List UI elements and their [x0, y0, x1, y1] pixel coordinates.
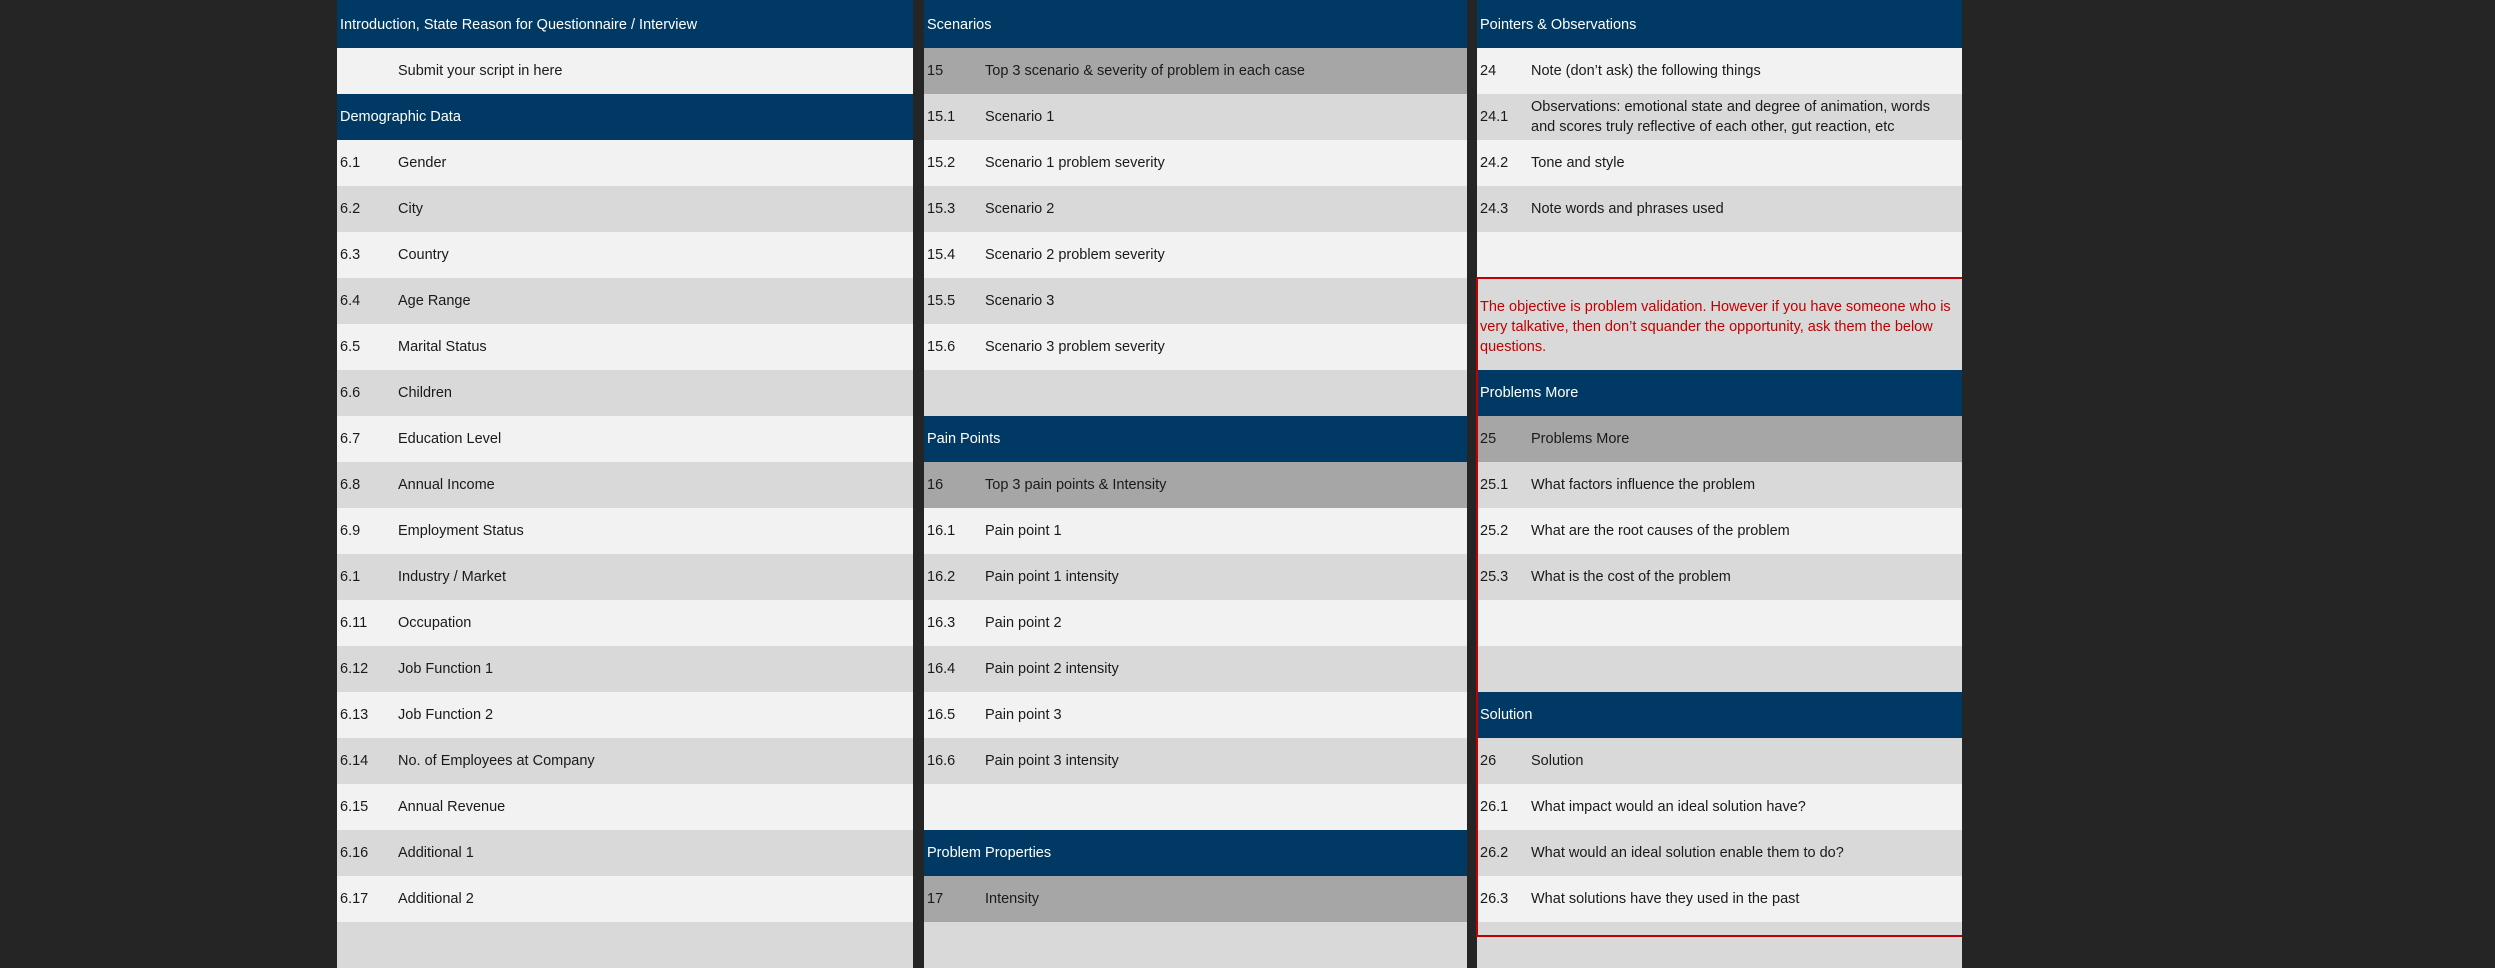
row-number: 16.4 [927, 661, 956, 677]
row-number: 6.1 [340, 569, 361, 585]
row-number: 6.5 [340, 339, 361, 355]
row-number: 6.12 [340, 661, 369, 677]
column-pointers-observations [1477, 0, 1962, 968]
table-row[interactable] [924, 48, 1467, 94]
row-number: 16.1 [927, 523, 956, 539]
table-row[interactable] [924, 462, 1467, 508]
row-number: 26.3 [1480, 891, 1509, 907]
row-label: Pain point 3 intensity [985, 753, 1119, 769]
row-label: Intensity [985, 891, 1039, 907]
row-label: City [398, 201, 423, 217]
table-row[interactable] [1477, 278, 1962, 370]
row-label: Note (don’t ask) the following things [1531, 63, 1761, 79]
row-label: Job Function 2 [398, 707, 494, 723]
table-row[interactable] [337, 738, 913, 784]
row-number: 15 [927, 63, 944, 79]
table-row[interactable] [337, 140, 913, 186]
column-demographics [337, 0, 913, 968]
row-number: 25 [1480, 431, 1497, 447]
section-header[interactable] [1477, 370, 1962, 416]
section-title: Pain Points [927, 431, 1001, 447]
table-row[interactable] [337, 646, 913, 692]
table-row[interactable] [1477, 646, 1962, 692]
row-label: What is the cost of the problem [1531, 569, 1731, 585]
row-label: Annual Income [398, 477, 495, 493]
table-row[interactable] [1477, 784, 1962, 830]
row-label: Age Range [398, 293, 471, 309]
row-number: 6.4 [340, 293, 361, 309]
table-row[interactable] [337, 370, 913, 416]
row-label: Observations: emotional state and degree of animation, words and scores truly reflective of each other, gut reaction, etc [1531, 99, 1930, 135]
section-header[interactable] [337, 94, 913, 140]
row-number: 15.2 [927, 155, 956, 171]
row-label: Education Level [398, 431, 502, 447]
section-header[interactable] [1477, 692, 1962, 738]
table-row[interactable] [337, 508, 913, 554]
table-row[interactable] [1477, 508, 1962, 554]
row-number: 24.1 [1480, 109, 1509, 125]
table-row[interactable] [337, 830, 913, 876]
row-number: 16.2 [927, 569, 956, 585]
section-title: Introduction, State Reason for Questionnaire / Interview [340, 17, 698, 33]
section-title: Solution [1480, 707, 1533, 723]
row-label: Top 3 scenario & severity of problem in each case [985, 63, 1305, 79]
row-number: 24.2 [1480, 155, 1509, 171]
row-number: 17 [927, 891, 944, 907]
table-row[interactable] [924, 922, 1467, 968]
row-number: 24.3 [1480, 201, 1509, 217]
row-label: Marital Status [398, 339, 487, 355]
row-label: Industry / Market [398, 569, 506, 585]
section-header[interactable] [1477, 0, 1962, 48]
table-row[interactable] [337, 600, 913, 646]
table-row[interactable] [1477, 462, 1962, 508]
row-label: Top 3 pain points & Intensity [985, 477, 1167, 493]
row-number: 16.6 [927, 753, 956, 769]
row-number: 15.1 [927, 109, 956, 125]
table-row[interactable] [337, 232, 913, 278]
row-number: 6.13 [340, 707, 369, 723]
section-header[interactable] [337, 0, 913, 48]
row-label: What impact would an ideal solution have? [1531, 799, 1806, 815]
row-number: 15.6 [927, 339, 956, 355]
row-label: Pain point 1 intensity [985, 569, 1119, 585]
table-row[interactable] [337, 48, 913, 94]
section-header[interactable] [924, 830, 1467, 876]
row-number: 16 [927, 477, 944, 493]
section-title: Problems More [1480, 385, 1579, 401]
row-label: Gender [398, 155, 447, 171]
row-number: 6.14 [340, 753, 369, 769]
table-row[interactable] [1477, 830, 1962, 876]
section-header[interactable] [924, 0, 1467, 48]
table-row[interactable] [337, 416, 913, 462]
row-label: Additional 1 [398, 845, 474, 861]
row-label: What would an ideal solution enable them to do? [1531, 845, 1844, 861]
table-row[interactable] [924, 600, 1467, 646]
row-number: 6.7 [340, 431, 361, 447]
row-label: Scenario 2 [985, 201, 1055, 217]
table-row[interactable] [924, 140, 1467, 186]
table-row[interactable] [924, 876, 1467, 922]
row-number: 24 [1480, 63, 1497, 79]
row-label: Problems More [1531, 431, 1630, 447]
row-number: 6.3 [340, 247, 361, 263]
table-row[interactable] [1477, 876, 1962, 922]
column-scenarios-pain-points [924, 0, 1467, 968]
table-row[interactable] [924, 646, 1467, 692]
table-row[interactable] [337, 922, 913, 968]
row-number: 16.5 [927, 707, 956, 723]
table-row[interactable] [1477, 140, 1962, 186]
row-number: 6.8 [340, 477, 361, 493]
section-title: Scenarios [927, 17, 992, 33]
row-label: Pain point 2 intensity [985, 661, 1119, 677]
row-label: Scenario 1 problem severity [985, 155, 1165, 171]
row-label: Employment Status [398, 523, 524, 539]
row-label: No. of Employees at Company [398, 753, 595, 769]
row-label: Scenario 3 [985, 293, 1055, 309]
section-title: Demographic Data [340, 109, 461, 125]
table-row[interactable] [1477, 554, 1962, 600]
table-row[interactable] [924, 784, 1467, 830]
row-label: What are the root causes of the problem [1531, 523, 1790, 539]
row-label: What solutions have they used in the past [1531, 891, 1800, 907]
row-number: 16.3 [927, 615, 956, 631]
row-number: 6.9 [340, 523, 361, 539]
row-number: 6.6 [340, 385, 361, 401]
table-row[interactable] [924, 554, 1467, 600]
table-row[interactable] [924, 186, 1467, 232]
row-label: Country [398, 247, 449, 263]
row-label: Tone and style [1531, 155, 1625, 171]
table-row[interactable] [1477, 922, 1962, 968]
table-row[interactable] [337, 554, 913, 600]
table-row[interactable] [337, 876, 913, 922]
row-number: 6.15 [340, 799, 369, 815]
row-label: What factors influence the problem [1531, 477, 1756, 493]
table-row[interactable] [924, 324, 1467, 370]
section-header[interactable] [924, 416, 1467, 462]
row-label: Solution [1531, 753, 1584, 769]
row-label: Submit your script in here [398, 63, 563, 79]
table-row[interactable] [1477, 232, 1962, 278]
table-row[interactable] [1477, 738, 1962, 784]
section-title: Problem Properties [927, 845, 1052, 861]
row-label: Pain point 3 [985, 707, 1062, 723]
row-number: 25.2 [1480, 523, 1509, 539]
row-number: 26.1 [1480, 799, 1509, 815]
row-label: Additional 2 [398, 891, 474, 907]
row-number: 15.4 [927, 247, 956, 263]
section-title: Pointers & Observations [1480, 17, 1637, 33]
table-row[interactable] [337, 692, 913, 738]
table-row[interactable] [337, 186, 913, 232]
row-label: Scenario 1 [985, 109, 1055, 125]
row-label: Scenario 2 problem severity [985, 247, 1165, 263]
table-row[interactable] [1477, 94, 1962, 140]
table-row[interactable] [924, 508, 1467, 554]
row-label: Pain point 1 [985, 523, 1062, 539]
row-label: Job Function 1 [398, 661, 494, 677]
table-row[interactable] [924, 278, 1467, 324]
row-number: 26 [1480, 753, 1497, 769]
row-label: Scenario 3 problem severity [985, 339, 1165, 355]
table-row[interactable] [337, 462, 913, 508]
note-text: The objective is problem validation. However if you have someone who is very talkative, then don’t squander the opportunity, ask them the below questions. [1480, 299, 1951, 355]
table-row[interactable] [924, 370, 1467, 416]
row-number: 26.2 [1480, 845, 1509, 861]
row-number: 15.3 [927, 201, 956, 217]
table-row[interactable] [337, 784, 913, 830]
row-number: 6.17 [340, 891, 369, 907]
row-number: 6.16 [340, 845, 369, 861]
row-number: 6.2 [340, 201, 361, 217]
table-row[interactable] [337, 324, 913, 370]
row-number: 6.1 [340, 155, 361, 171]
table-row[interactable] [1477, 416, 1962, 462]
table-row[interactable] [924, 692, 1467, 738]
table-row[interactable] [337, 278, 913, 324]
row-label: Occupation [398, 615, 472, 631]
row-number: 6.11 [340, 615, 368, 631]
row-number: 25.3 [1480, 569, 1509, 585]
table-row[interactable] [1477, 186, 1962, 232]
row-number: 15.5 [927, 293, 956, 309]
row-label: Annual Revenue [398, 799, 506, 815]
table-row[interactable] [1477, 48, 1962, 94]
row-label: Pain point 2 [985, 615, 1062, 631]
table-row[interactable] [1477, 600, 1962, 646]
row-number: 25.1 [1480, 477, 1509, 493]
row-label: Note words and phrases used [1531, 201, 1724, 217]
table-row[interactable] [924, 94, 1467, 140]
table-row[interactable] [924, 738, 1467, 784]
row-label: Children [398, 385, 452, 401]
table-row[interactable] [924, 232, 1467, 278]
